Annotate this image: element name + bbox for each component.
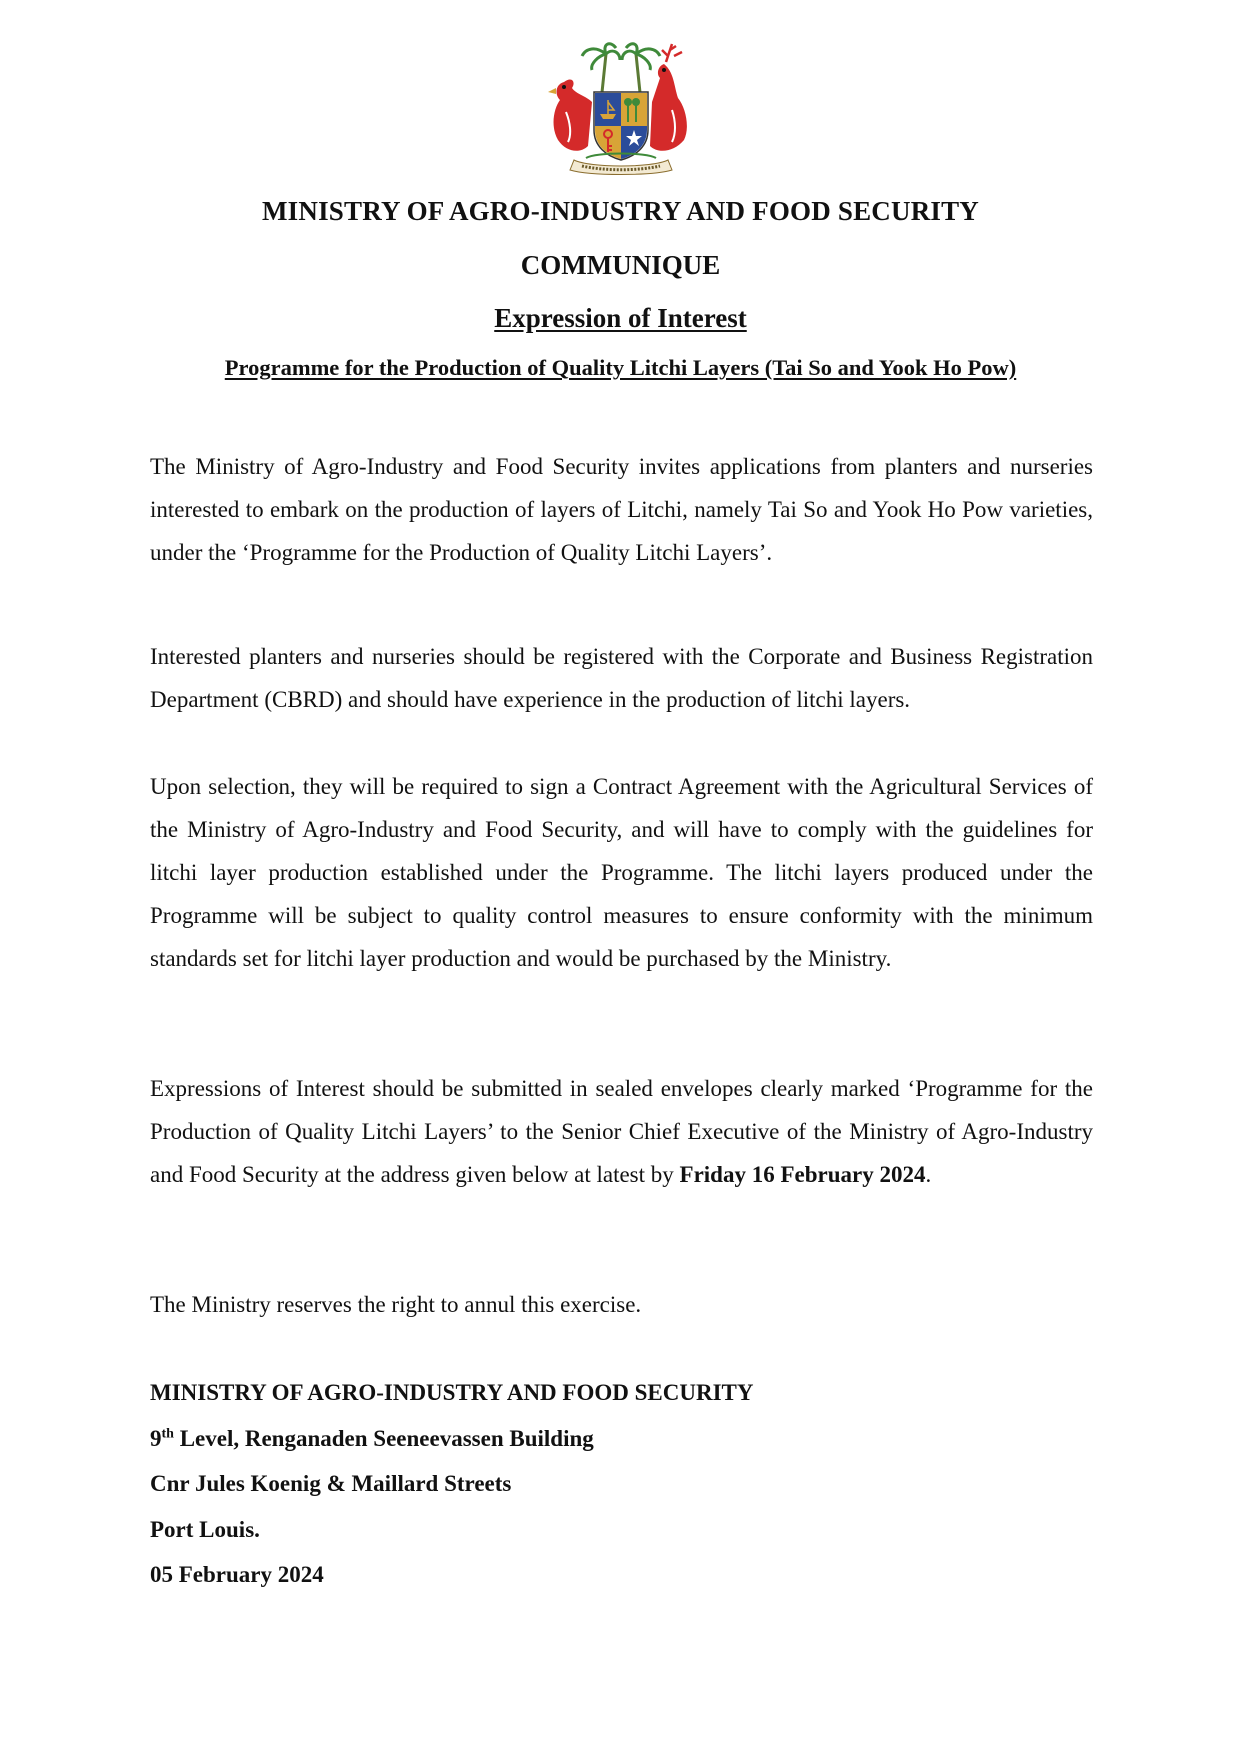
- paragraph-invitation: The Ministry of Agro-Industry and Food Security invites applications from planters and nurseries interested to embark on the production of layers of Litchi, namely Tai So and Yook Ho Pow varieties, under the ‘Programme for the Production of Quality Litchi Layers’.: [150, 454, 1093, 565]
- address-ministry: MINISTRY OF AGRO-INDUSTRY AND FOOD SECURITY: [150, 1380, 754, 1405]
- deer-supporter-icon: [650, 44, 687, 151]
- paragraph-reservation: The Ministry reserves the right to annul this exercise.: [150, 1292, 642, 1317]
- address-level-building: Level, Renganaden Seeneevassen Building: [173, 1425, 594, 1451]
- submission-text: Expressions of Interest should be submitted in sealed envelopes clearly marked ‘Programme for the Production of Quality Litchi Layers’ to the Senior Chief Executive of the Ministry of Agro-Industry and Food Security at the address given below at latest by: [150, 1076, 1093, 1187]
- address-level-number: 9: [150, 1425, 162, 1451]
- communique-heading: COMMUNIQUE: [520, 250, 721, 280]
- address-level-suffix: th: [161, 1425, 174, 1441]
- paragraph-registration: Interested planters and nurseries should be registered with the Corporate and Business Registration Department (CBRD) and should have experience in the production of litchi layers.: [150, 644, 1093, 712]
- submission-end: .: [925, 1162, 932, 1187]
- address-street: Cnr Jules Koenig & Maillard Streets: [150, 1471, 512, 1496]
- expression-of-interest-heading: Expression of Interest: [494, 303, 747, 333]
- communique-date: 05 February 2024: [150, 1562, 324, 1587]
- shield-icon: [594, 92, 648, 160]
- address-block: [150, 1370, 1093, 1598]
- submission-deadline: Friday 16 February 2024: [679, 1162, 926, 1187]
- motto-scroll: [570, 160, 672, 175]
- coat-of-arms-icon: [546, 42, 696, 178]
- address-city: Port Louis.: [150, 1516, 260, 1542]
- paragraph-selection: Upon selection, they will be required to sign a Contract Agreement with the Agricultural Services of the Ministry of Agro-Industry and Food Security, and will have to comply with the guidelines for litchi layer production established under the Programme. The litchi layers produced under the Programme will be subject to quality control measures to ensure conformity with the minimum standards set for litchi layer production and would be purchased by the Ministry.: [150, 774, 1093, 971]
- ministry-heading: MINISTRY OF AGRO-INDUSTRY AND FOOD SECURITY: [261, 196, 980, 226]
- paragraph-submission: [150, 1067, 1093, 1196]
- dodo-supporter-icon: [548, 80, 592, 151]
- programme-title: Programme for the Production of Quality Litchi Layers (Tai So and Yook Ho Pow): [224, 355, 1017, 380]
- address-level: [150, 1416, 1093, 1462]
